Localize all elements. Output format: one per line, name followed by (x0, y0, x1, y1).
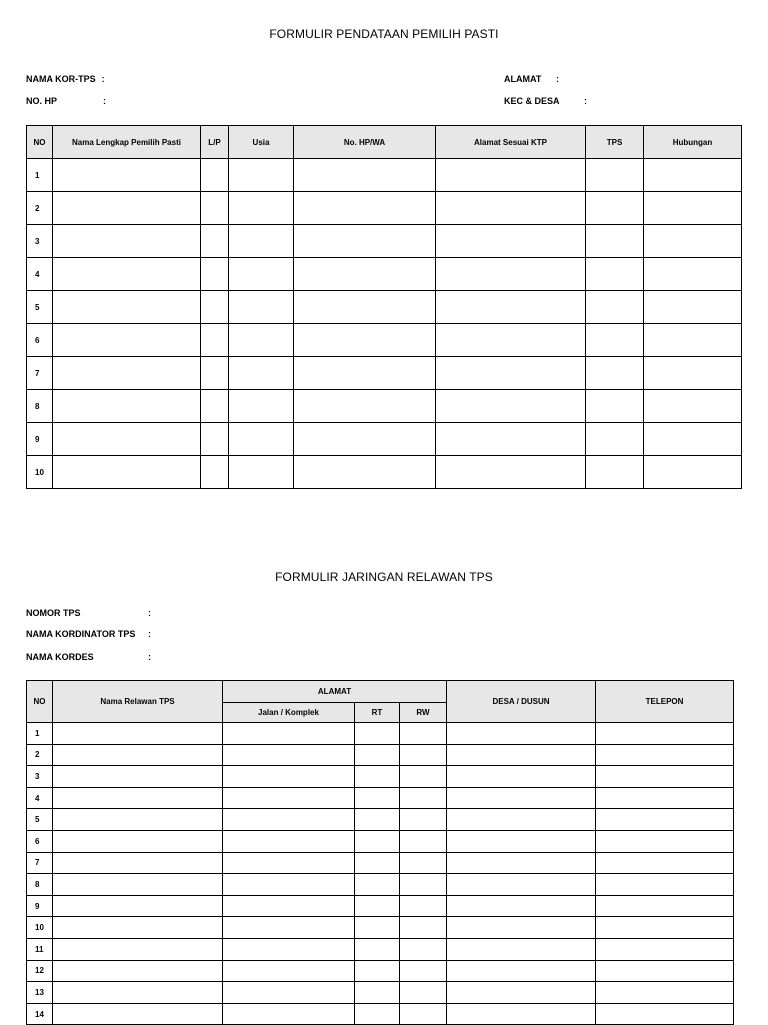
row-number: 6 (27, 830, 53, 852)
input-cell[interactable] (229, 423, 294, 456)
input-cell[interactable] (586, 159, 644, 192)
input-cell[interactable] (596, 787, 734, 809)
input-cell[interactable] (400, 766, 447, 788)
input-cell[interactable] (596, 766, 734, 788)
table-header-row (27, 126, 742, 159)
input-cell[interactable] (201, 291, 229, 324)
input-cell[interactable] (355, 744, 400, 766)
input-cell[interactable] (294, 159, 436, 192)
nama-kordinator-label: NAMA KORDINATOR TPS (26, 629, 136, 639)
input-cell[interactable] (596, 960, 734, 982)
input-cell[interactable] (400, 938, 447, 960)
table-row (27, 192, 742, 225)
row-number: 14 (27, 1003, 53, 1025)
row-number: 10 (27, 917, 53, 939)
input-cell[interactable] (53, 982, 223, 1004)
input-cell[interactable] (201, 324, 229, 357)
input-cell[interactable] (355, 895, 400, 917)
input-cell[interactable] (223, 982, 355, 1004)
row-number: 2 (27, 192, 53, 225)
alamat-label: ALAMAT (504, 74, 542, 84)
input-cell[interactable] (355, 766, 400, 788)
input-cell[interactable] (400, 809, 447, 831)
input-cell[interactable] (447, 960, 596, 982)
input-cell[interactable] (447, 917, 596, 939)
input-cell[interactable] (596, 744, 734, 766)
form1-title: FORMULIR PENDATAAN PEMILIH PASTI (269, 27, 499, 41)
input-cell[interactable] (53, 787, 223, 809)
table-row (27, 723, 734, 745)
table-row (27, 917, 734, 939)
row-number: 4 (27, 258, 53, 291)
input-cell[interactable] (436, 423, 586, 456)
input-cell[interactable] (53, 159, 201, 192)
table-row (27, 766, 734, 788)
input-cell[interactable] (53, 723, 223, 745)
input-cell[interactable] (400, 874, 447, 896)
input-cell[interactable] (355, 787, 400, 809)
table-row (27, 1003, 734, 1025)
table-row (27, 258, 742, 291)
input-cell[interactable] (355, 874, 400, 896)
input-cell[interactable] (229, 456, 294, 489)
col-telepon: TELEPON (596, 681, 734, 723)
input-cell[interactable] (447, 723, 596, 745)
input-cell[interactable] (53, 960, 223, 982)
input-cell[interactable] (223, 938, 355, 960)
kec-desa-colon: : (584, 96, 587, 106)
input-cell[interactable] (53, 357, 201, 390)
input-cell[interactable] (596, 723, 734, 745)
input-cell[interactable] (436, 456, 586, 489)
input-cell[interactable] (355, 982, 400, 1004)
pemilih-pasti-table (26, 125, 742, 489)
input-cell[interactable] (644, 324, 742, 357)
relawan-tps-table (26, 680, 734, 1025)
input-cell[interactable] (586, 258, 644, 291)
input-cell[interactable] (400, 982, 447, 1004)
table-row (27, 830, 734, 852)
input-cell[interactable] (294, 390, 436, 423)
table-row (27, 982, 734, 1004)
nomor-tps-label: NOMOR TPS (26, 608, 81, 618)
col-nama-relawan: Nama Relawan TPS (53, 681, 223, 723)
row-number: 9 (27, 895, 53, 917)
input-cell[interactable] (436, 258, 586, 291)
input-cell[interactable] (229, 192, 294, 225)
input-cell[interactable] (355, 960, 400, 982)
input-cell[interactable] (447, 852, 596, 874)
input-cell[interactable] (223, 917, 355, 939)
input-cell[interactable] (201, 456, 229, 489)
input-cell[interactable] (53, 744, 223, 766)
row-number: 3 (27, 225, 53, 258)
table-row (27, 225, 742, 258)
input-cell[interactable] (400, 744, 447, 766)
input-cell[interactable] (644, 357, 742, 390)
input-cell[interactable] (596, 852, 734, 874)
form2-title: FORMULIR JARINGAN RELAWAN TPS (275, 570, 493, 584)
nomor-tps-colon: : (148, 608, 151, 618)
input-cell[interactable] (229, 291, 294, 324)
input-cell[interactable] (223, 723, 355, 745)
input-cell[interactable] (201, 357, 229, 390)
row-number: 1 (27, 159, 53, 192)
input-cell[interactable] (229, 390, 294, 423)
nama-kordinator-colon: : (148, 629, 151, 639)
input-cell[interactable] (586, 456, 644, 489)
row-number: 4 (27, 787, 53, 809)
table-row (27, 895, 734, 917)
input-cell[interactable] (586, 192, 644, 225)
kec-desa-label: KEC & DESA (504, 96, 560, 106)
table-row (27, 324, 742, 357)
input-cell[interactable] (294, 423, 436, 456)
input-cell[interactable] (586, 225, 644, 258)
input-cell[interactable] (644, 192, 742, 225)
input-cell[interactable] (596, 1003, 734, 1025)
input-cell[interactable] (229, 159, 294, 192)
input-cell[interactable] (223, 874, 355, 896)
table-header-row (27, 681, 734, 703)
nama-kordes-colon: : (148, 652, 151, 662)
input-cell[interactable] (53, 852, 223, 874)
alamat-colon: : (556, 74, 559, 84)
input-cell[interactable] (644, 159, 742, 192)
input-cell[interactable] (400, 895, 447, 917)
input-cell[interactable] (586, 423, 644, 456)
input-cell[interactable] (53, 225, 201, 258)
nama-kor-tps-label: NAMA KOR-TPS : (26, 74, 105, 84)
row-number: 2 (27, 744, 53, 766)
col-desa-dusun: DESA / DUSUN (447, 681, 596, 723)
input-cell[interactable] (644, 390, 742, 423)
input-cell[interactable] (229, 258, 294, 291)
input-cell[interactable] (400, 787, 447, 809)
input-cell[interactable] (644, 423, 742, 456)
input-cell[interactable] (294, 192, 436, 225)
col-jalan: Jalan / Komplek (223, 703, 355, 723)
table-row (27, 787, 734, 809)
input-cell[interactable] (596, 874, 734, 896)
input-cell[interactable] (294, 324, 436, 357)
col-no: NO (27, 681, 53, 723)
input-cell[interactable] (400, 960, 447, 982)
input-cell[interactable] (294, 258, 436, 291)
input-cell[interactable] (436, 390, 586, 423)
col-hubungan: Hubungan (644, 126, 742, 159)
input-cell[interactable] (436, 225, 586, 258)
input-cell[interactable] (223, 852, 355, 874)
input-cell[interactable] (53, 390, 201, 423)
input-cell[interactable] (53, 766, 223, 788)
row-number: 6 (27, 324, 53, 357)
input-cell[interactable] (223, 787, 355, 809)
input-cell[interactable] (223, 766, 355, 788)
table-row (27, 852, 734, 874)
row-number: 1 (27, 723, 53, 745)
input-cell[interactable] (53, 938, 223, 960)
col-lp: L/P (201, 126, 229, 159)
no-hp-label: NO. HP (26, 96, 58, 106)
input-cell[interactable] (355, 1003, 400, 1025)
input-cell[interactable] (223, 744, 355, 766)
no-hp-colon: : (103, 96, 106, 106)
row-number: 5 (27, 291, 53, 324)
input-cell[interactable] (355, 809, 400, 831)
input-cell[interactable] (436, 192, 586, 225)
table-row (27, 357, 742, 390)
input-cell[interactable] (447, 787, 596, 809)
input-cell[interactable] (53, 830, 223, 852)
col-no: NO (27, 126, 53, 159)
input-cell[interactable] (223, 960, 355, 982)
input-cell[interactable] (201, 225, 229, 258)
input-cell[interactable] (447, 1003, 596, 1025)
input-cell[interactable] (400, 1003, 447, 1025)
row-number: 3 (27, 766, 53, 788)
input-cell[interactable] (201, 192, 229, 225)
col-alamat-group: ALAMAT (223, 681, 447, 703)
input-cell[interactable] (447, 938, 596, 960)
table-row (27, 159, 742, 192)
input-cell[interactable] (53, 809, 223, 831)
input-cell[interactable] (229, 225, 294, 258)
input-cell[interactable] (644, 291, 742, 324)
table-row (27, 291, 742, 324)
row-number: 9 (27, 423, 53, 456)
input-cell[interactable] (400, 830, 447, 852)
input-cell[interactable] (447, 809, 596, 831)
input-cell[interactable] (436, 159, 586, 192)
input-cell[interactable] (355, 852, 400, 874)
input-cell[interactable] (201, 159, 229, 192)
input-cell[interactable] (223, 830, 355, 852)
table-row (27, 960, 734, 982)
row-number: 10 (27, 456, 53, 489)
row-number: 8 (27, 874, 53, 896)
row-number: 13 (27, 982, 53, 1004)
input-cell[interactable] (294, 357, 436, 390)
input-cell[interactable] (53, 1003, 223, 1025)
nama-kordes-label: NAMA KORDES (26, 652, 94, 662)
input-cell[interactable] (53, 917, 223, 939)
input-cell[interactable] (355, 938, 400, 960)
input-cell[interactable] (294, 456, 436, 489)
input-cell[interactable] (355, 917, 400, 939)
input-cell[interactable] (53, 192, 201, 225)
input-cell[interactable] (447, 830, 596, 852)
table-row (27, 423, 742, 456)
input-cell[interactable] (644, 258, 742, 291)
col-rt: RT (355, 703, 400, 723)
table-row (27, 744, 734, 766)
table-row (27, 938, 734, 960)
input-cell[interactable] (53, 324, 201, 357)
input-cell[interactable] (436, 291, 586, 324)
input-cell[interactable] (436, 357, 586, 390)
input-cell[interactable] (586, 357, 644, 390)
input-cell[interactable] (596, 809, 734, 831)
input-cell[interactable] (223, 1003, 355, 1025)
input-cell[interactable] (53, 423, 201, 456)
input-cell[interactable] (436, 324, 586, 357)
row-number: 8 (27, 390, 53, 423)
table-row (27, 390, 742, 423)
input-cell[interactable] (586, 324, 644, 357)
input-cell[interactable] (400, 852, 447, 874)
input-cell[interactable] (53, 456, 201, 489)
input-cell[interactable] (596, 982, 734, 1004)
input-cell[interactable] (201, 258, 229, 291)
row-number: 7 (27, 852, 53, 874)
input-cell[interactable] (447, 874, 596, 896)
col-tps: TPS (586, 126, 644, 159)
input-cell[interactable] (596, 830, 734, 852)
input-cell[interactable] (53, 874, 223, 896)
input-cell[interactable] (201, 423, 229, 456)
table-row (27, 456, 742, 489)
input-cell[interactable] (223, 895, 355, 917)
input-cell[interactable] (355, 723, 400, 745)
input-cell[interactable] (53, 291, 201, 324)
input-cell[interactable] (201, 390, 229, 423)
input-cell[interactable] (644, 225, 742, 258)
col-nama: Nama Lengkap Pemilih Pasti (53, 126, 201, 159)
row-number: 11 (27, 938, 53, 960)
row-number: 5 (27, 809, 53, 831)
input-cell[interactable] (586, 390, 644, 423)
input-cell[interactable] (586, 291, 644, 324)
input-cell[interactable] (229, 324, 294, 357)
input-cell[interactable] (229, 357, 294, 390)
input-cell[interactable] (447, 895, 596, 917)
row-number: 7 (27, 357, 53, 390)
input-cell[interactable] (53, 895, 223, 917)
col-rw: RW (400, 703, 447, 723)
table-row (27, 809, 734, 831)
input-cell[interactable] (400, 723, 447, 745)
input-cell[interactable] (294, 225, 436, 258)
input-cell[interactable] (596, 917, 734, 939)
input-cell[interactable] (596, 938, 734, 960)
col-alamat-ktp: Alamat Sesuai KTP (436, 126, 586, 159)
input-cell[interactable] (223, 809, 355, 831)
input-cell[interactable] (644, 456, 742, 489)
col-usia: Usia (229, 126, 294, 159)
row-number: 12 (27, 960, 53, 982)
table-row (27, 874, 734, 896)
input-cell[interactable] (53, 258, 201, 291)
input-cell[interactable] (294, 291, 436, 324)
input-cell[interactable] (596, 895, 734, 917)
input-cell[interactable] (400, 917, 447, 939)
input-cell[interactable] (447, 982, 596, 1004)
input-cell[interactable] (355, 830, 400, 852)
col-no-hp: No. HP/WA (294, 126, 436, 159)
input-cell[interactable] (447, 744, 596, 766)
input-cell[interactable] (447, 766, 596, 788)
